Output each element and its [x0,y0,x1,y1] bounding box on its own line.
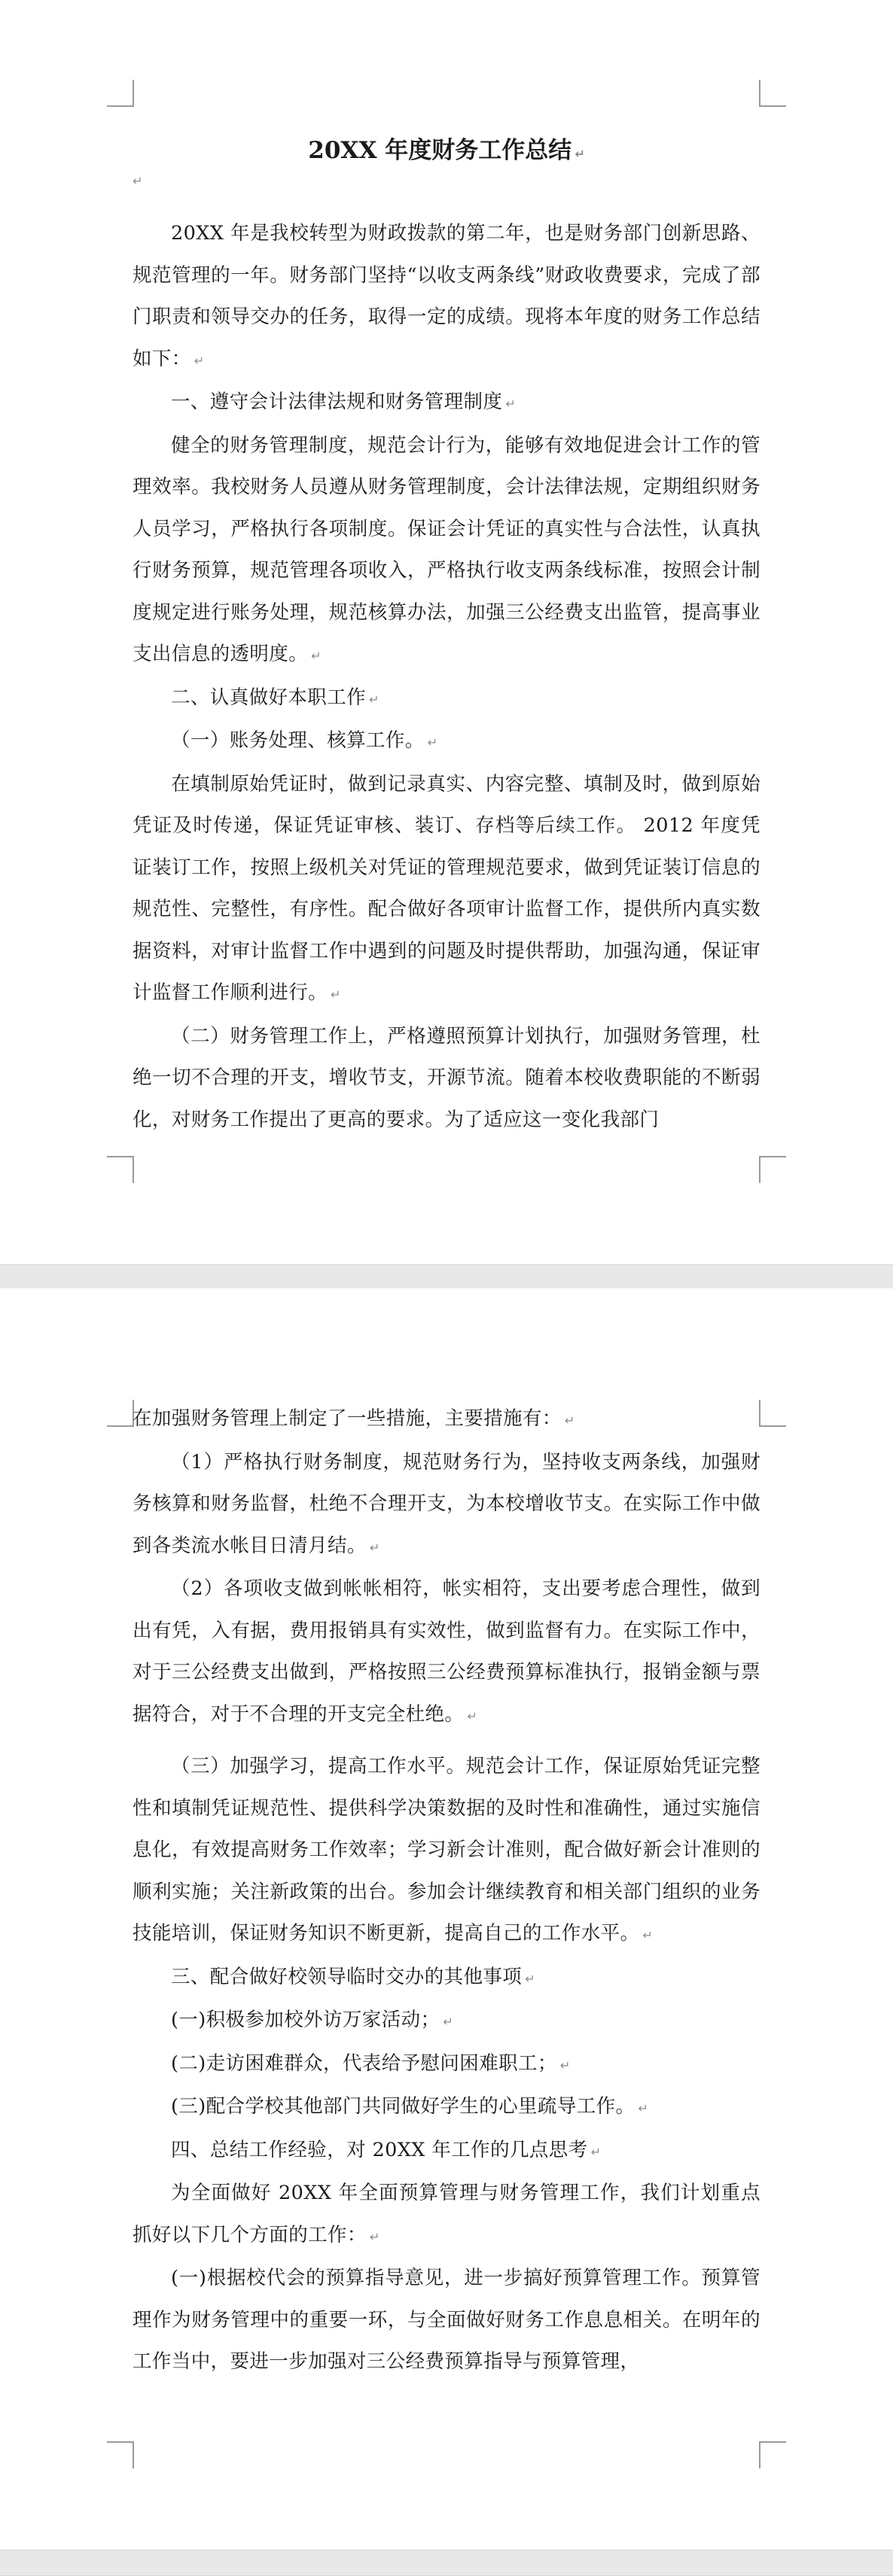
section-heading: 四、总结工作经验，对 20XX 年工作的几点思考 ↵ [171,2138,602,2161]
page-2-body[interactable] [133,1398,760,2383]
subsection-paragraph: （三）加强学习，提高工作水平。规范会计工作，保证原始凭证完整性和填制凭证规范性、提供科学决策数据的及时性和准确性，通过实施信息化，有效提高财务工作效率；学习新会计准则，配合做好新会计准则的顺利实施；关注新政策的出台。参加会计继续教育和相关部门组织的业务技能培训，保证财务知识不断更新，提高自己的工作水平。 ↵ [133,1755,760,1945]
paragraph-mark-icon: ↵ [467,1708,478,1723]
section-heading: 一、遵守会计法律法规和财务管理制度 ↵ [171,391,517,413]
crop-mark-bottom-right [759,1156,786,1183]
crop-mark-top-right [759,1400,786,1427]
document-title: 20XX 年度财务工作总结 ↵ [308,137,585,164]
paragraph-mark-icon: ↵ [369,1540,380,1555]
list-paragraph: （1）严格执行财务制度，规范财务行为，坚持收支两条线，加强财务核算和财务监督，杜绝不合理开支，为本校增收节支。在实际工作中做到各类流水帐目日清月结。 ↵ [133,1450,760,1557]
section-heading: 三、配合做好校领导临时交办的其他事项 ↵ [171,1965,536,1988]
crop-mark-top-right [759,80,786,107]
list-item: (三)配合学校其他部门共同做好学生的心里疏导工作。 ↵ [171,2095,649,2118]
paragraph: (一)根据校代会的预算指导意见，进一步搞好预算管理工作。预算管理作为财务管理中的重要一环，与全面做好财务工作息息相关。在明年的工作当中，要进一步加强对三公经费预算指导与预算管理， [133,2267,760,2373]
paragraph-mark-icon: ↵ [194,353,205,368]
crop-mark-top-left [107,1400,134,1427]
subsection-heading: （一）账务处理、核算工作。 ↵ [171,729,438,752]
paragraph: （二）财务管理工作上，严格遵照预算计划执行，加强财务管理，杜绝一切不合理的开支，增收节支，开源节流。随着本校收费职能的不断弱化，对财务工作提出了更高的要求。为了适应这一变化我部门 [133,1024,760,1131]
list-item: (二)走访困难群众，代表给予慰问困难职工； ↵ [171,2051,571,2075]
paragraph: 在填制原始凭证时，做到记录真实、内容完整、填制及时，做到原始凭证及时传递，保证凭证审核、装订、存档等后续工作。 2012 年度凭证装订工作，按照上级机关对凭证的管理规范要求，做到凭证装订信息的规范性、完整性，有序性。配合做好各项审计监督工作，提供所内真实数据资料，对审计监督工作中遇到的问题及时提供帮助，加强沟通，保证审计监督工作顺利进行。 ↵ [133,772,760,1004]
list-paragraph: （2）各项收支做到帐帐相符，帐实相符，支出要考虑合理性，做到出有凭，入有据，费用报销具有实效性，做到监督有力。在实际工作中，对于三公经费支出做到，严格按照三公经费预算标准执行，报销金额与票据符合，对于不合理的开支完全杜绝。 ↵ [133,1577,760,1726]
paragraph-mark-icon: ↵ [311,649,322,663]
paragraph: 20XX 年是我校转型为财政拨款的第二年，也是财务部门创新思路、规范管理的一年。财务部门坚持“以收支两条线”财政收费要求，完成了部门职责和领导交办的任务，取得一定的成绩。现将本年度的财务工作总结如下： ↵ [133,222,760,370]
paragraph-mark-icon: ↵ [133,174,143,188]
crop-mark-bottom-right [759,2441,786,2468]
paragraph-continuation: 在加强财务管理上制定了一些措施，主要措施有： ↵ [133,1407,575,1430]
empty-paragraph [133,174,760,204]
paragraph-mark-icon: ↵ [369,692,379,707]
paragraph-mark-icon: ↵ [564,1413,575,1428]
page-separator [0,1264,893,1290]
paragraph-mark-icon: ↵ [638,2101,649,2115]
crop-mark-bottom-left [107,1156,134,1183]
page-separator [0,2550,893,2576]
paragraph-mark-icon: ↵ [331,987,341,1002]
paragraph-mark-icon: ↵ [525,1971,536,1986]
paragraph-mark-icon: ↵ [369,2229,380,2244]
paragraph-mark-icon: ↵ [575,147,585,161]
paragraph-mark-icon: ↵ [559,2057,571,2073]
crop-mark-bottom-left [107,2441,134,2468]
list-item: (一)积极参加校外访万家活动； ↵ [171,2009,454,2031]
paragraph-mark-icon: ↵ [443,2015,454,2029]
section-heading: 二、认真做好本职工作 ↵ [171,686,379,709]
paragraph: 为全面做好 20XX 年全面预算管理与财务管理工作，我们计划重点抓好以下几个方面的工作： ↵ [133,2182,760,2246]
document-page-2 [0,1288,893,2550]
paragraph-mark-icon: ↵ [427,735,438,750]
crop-mark-top-left [107,80,134,107]
paragraph-mark-icon: ↵ [642,1928,654,1942]
paragraph: 健全的财务管理制度，规范会计行为，能够有效地促进会计工作的管理效率。我校财务人员遵从财务管理制度，会计法律法规，定期组织财务人员学习，严格执行各项制度。保证会计凭证的真实性与合法性，认真执行财务预算，规范管理各项收入，严格执行收支两条线标准，按照会计制度规定进行账务处理，规范核算办法，加强三公经费支出监管，提高事业支出信息的透明度。 ↵ [133,433,760,665]
paragraph-mark-icon: ↵ [505,397,517,411]
page-1-body[interactable] [133,131,760,1141]
document-page-1 [0,0,893,1264]
paragraph-mark-icon: ↵ [590,2144,602,2159]
